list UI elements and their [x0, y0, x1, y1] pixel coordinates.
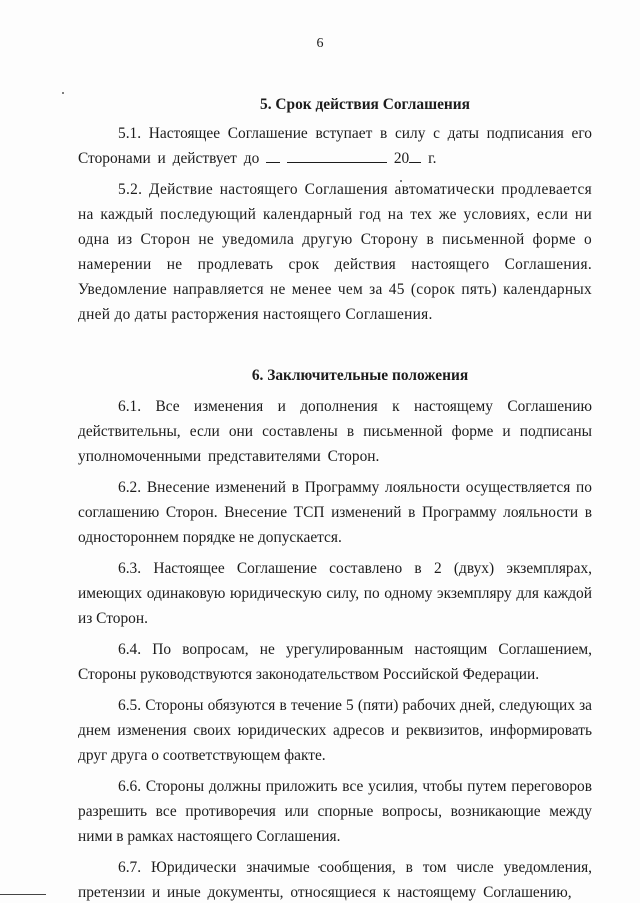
clause-6-6: 6.6. Стороны должны приложить все усилия, чтобы путем переговоров разрешить все противоречия или спорные вопросы, возникающие между ними в рамках настоящего Соглашения.	[78, 778, 592, 845]
clause-6-4: 6.4. По вопросам, не урегулированным настоящим Соглашением, Стороны руководствуются законодательством Российской Федерации.	[78, 641, 592, 683]
clause-5-2: 5.2. Действие настоящего Соглашения автоматически продлевается на каждый последующий календарный год на тех же условиях, если ни одна из Сторон не уведомила другую Сторону в письменной форме о намерении не продлевать срок действия настоящего Соглашения. Уведомление направляется не менее чем за 45 (сорок пять) календарных дней до даты расторжения настоящего Соглашения.	[78, 181, 592, 323]
clause-6-1: 6.1. Все изменения и дополнения к настоящему Соглашению действительны, если они составлены в письменной форме и подписаны уполномоченными представителями Сторон.	[78, 398, 592, 465]
clause-6-3: 6.3. Настоящее Соглашение составлено в 2 (двух) экземплярах, имеющих одинаковую юридическую силу, по одному экземпляру для каждой из Сторон.	[78, 560, 592, 627]
clause-5-1	[78, 121, 592, 171]
clause-5-1-year: 20	[386, 150, 410, 167]
date-year-blank	[409, 148, 421, 163]
clause-6-5: 6.5. Стороны обязуются в течение 5 (пяти) рабочих дней, следующих за днем изменения своих юридических адресов и реквизитов, информировать друг друга о соответствующем факте.	[78, 697, 592, 764]
date-day-blank	[266, 148, 280, 163]
clause-6-7: 6.7. Юридически значимые сообщения, в том числе уведомления, претензии и иные документы, относящиеся к настоящему Соглашению,	[78, 859, 592, 901]
footer-rule	[0, 894, 46, 895]
page-number: 6	[316, 36, 324, 51]
clause-6-2: 6.2. Внесение изменений в Программу лояльности осуществляется по соглашению Сторон. Внесение ТСП изменений в Программу лояльности в одностороннем порядке не допускается.	[78, 479, 592, 546]
clause-5-1-end: г.	[421, 150, 437, 167]
clause-5-1-text: 5.1. Настоящее Соглашение вступает в силу с даты подписания его Сторонами и действует до	[78, 125, 592, 167]
date-month-blank	[287, 148, 387, 163]
section-6-heading: 6. Заключительные положения	[251, 367, 469, 384]
section-5-heading: 5. Срок действия Соглашения	[260, 96, 470, 113]
scan-speck	[62, 92, 64, 94]
document-body	[78, 92, 592, 911]
